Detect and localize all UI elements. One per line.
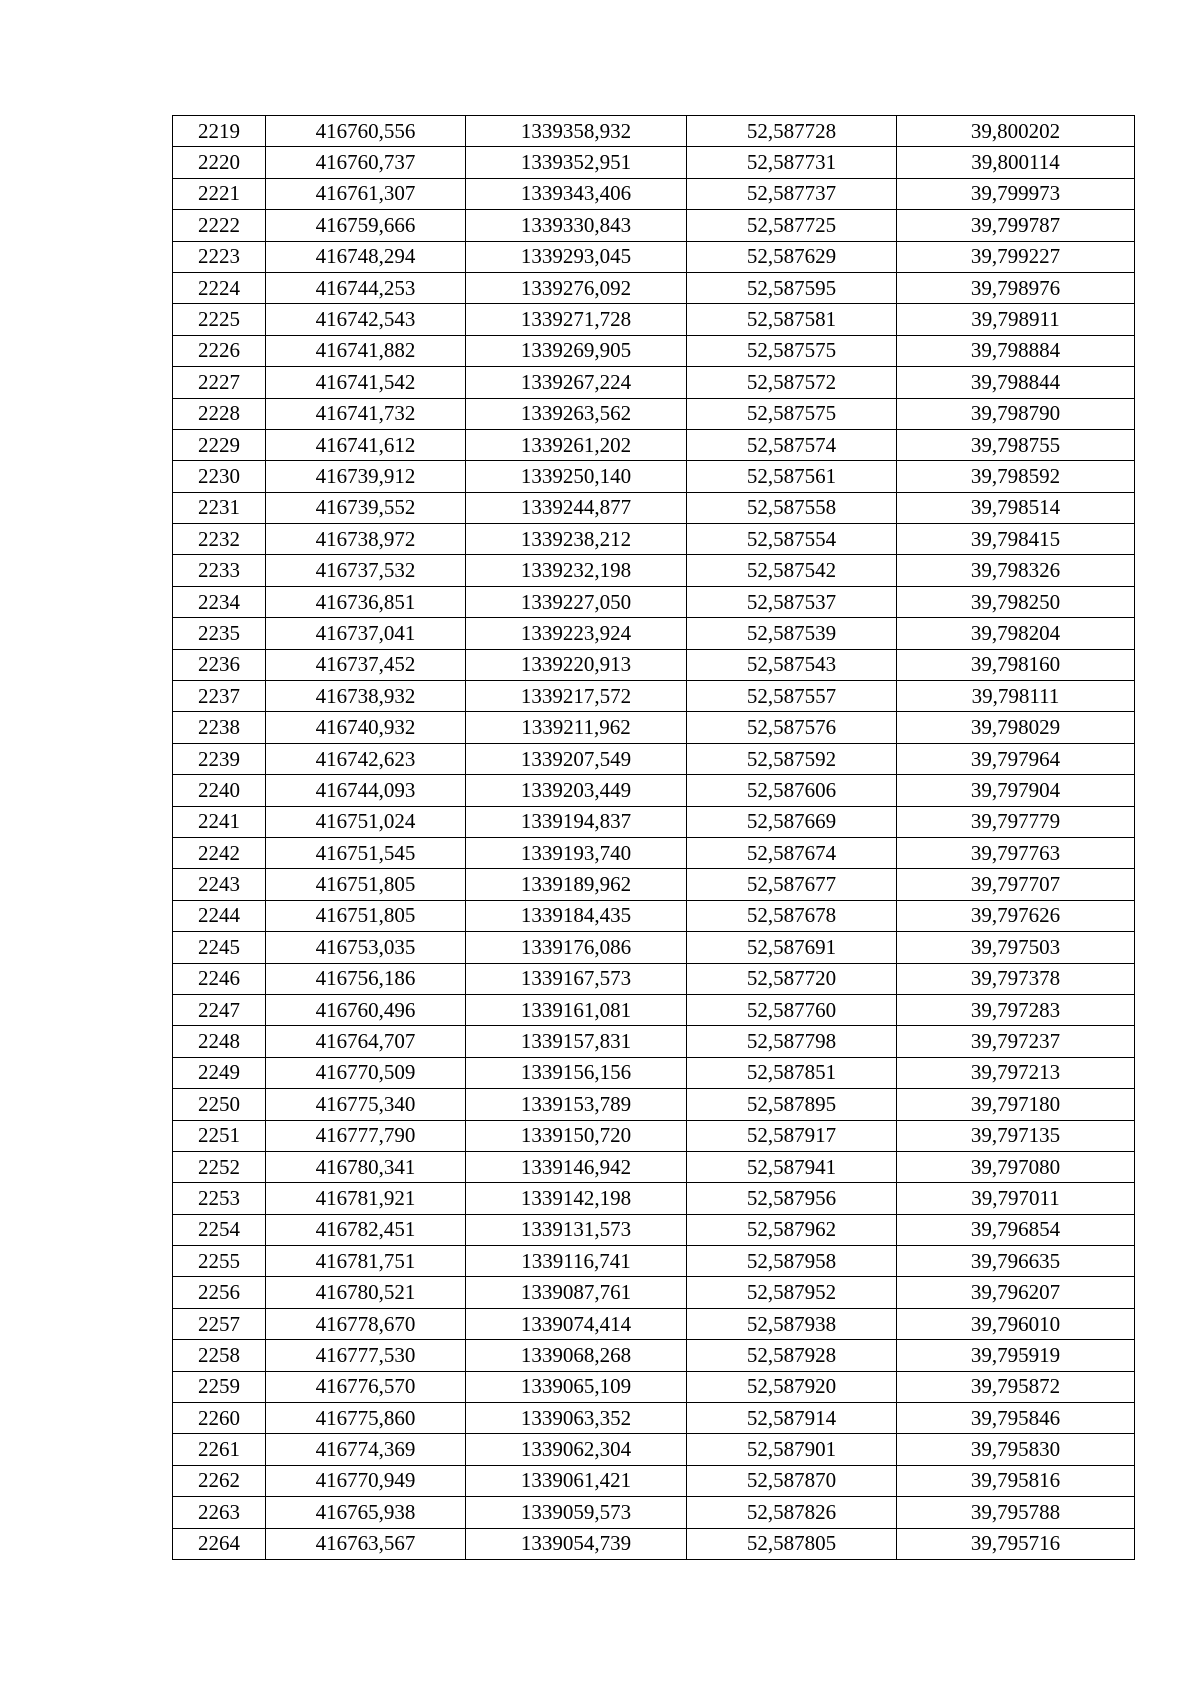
latitude-cell: 52,587917 [687,1120,897,1151]
table-row [173,524,1135,555]
latitude-cell: 52,587581 [687,304,897,335]
latitude-cell: 52,587956 [687,1183,897,1214]
table-row [173,743,1135,774]
point-number-cell: 2244 [173,900,266,931]
table-row [173,1371,1135,1402]
table-row [173,681,1135,712]
longitude-cell: 39,798204 [897,618,1135,649]
longitude-cell: 39,797503 [897,932,1135,963]
table-row [173,869,1135,900]
coord-x-cell: 416774,369 [266,1434,466,1465]
longitude-cell: 39,798592 [897,461,1135,492]
latitude-cell: 52,587539 [687,618,897,649]
longitude-cell: 39,800202 [897,116,1135,147]
coord-x-cell: 416760,496 [266,994,466,1025]
point-number-cell: 2233 [173,555,266,586]
point-number-cell: 2256 [173,1277,266,1308]
latitude-cell: 52,587554 [687,524,897,555]
point-number-cell: 2226 [173,335,266,366]
latitude-cell: 52,587691 [687,932,897,963]
table-row [173,1151,1135,1182]
latitude-cell: 52,587851 [687,1057,897,1088]
longitude-cell: 39,798911 [897,304,1135,335]
point-number-cell: 2259 [173,1371,266,1402]
coord-x-cell: 416781,751 [266,1246,466,1277]
point-number-cell: 2225 [173,304,266,335]
latitude-cell: 52,587798 [687,1026,897,1057]
table-row [173,963,1135,994]
point-number-cell: 2222 [173,210,266,241]
coord-x-cell: 416770,949 [266,1465,466,1496]
coord-x-cell: 416759,666 [266,210,466,241]
latitude-cell: 52,587938 [687,1308,897,1339]
coord-y-cell: 1339293,045 [466,241,687,272]
longitude-cell: 39,797135 [897,1120,1135,1151]
point-number-cell: 2263 [173,1497,266,1528]
latitude-cell: 52,587561 [687,461,897,492]
latitude-cell: 52,587606 [687,775,897,806]
point-number-cell: 2248 [173,1026,266,1057]
longitude-cell: 39,798160 [897,649,1135,680]
longitude-cell: 39,796207 [897,1277,1135,1308]
coord-x-cell: 416737,532 [266,555,466,586]
latitude-cell: 52,587572 [687,367,897,398]
coord-y-cell: 1339261,202 [466,429,687,460]
coord-y-cell: 1339176,086 [466,932,687,963]
table-row [173,147,1135,178]
point-number-cell: 2241 [173,806,266,837]
coord-x-cell: 416736,851 [266,586,466,617]
table-row [173,461,1135,492]
point-number-cell: 2219 [173,116,266,147]
point-number-cell: 2257 [173,1308,266,1339]
table-row [173,1277,1135,1308]
latitude-cell: 52,587870 [687,1465,897,1496]
table-row [173,367,1135,398]
table-row [173,304,1135,335]
coord-y-cell: 1339343,406 [466,178,687,209]
longitude-cell: 39,795846 [897,1403,1135,1434]
point-number-cell: 2236 [173,649,266,680]
latitude-cell: 52,587542 [687,555,897,586]
longitude-cell: 39,796854 [897,1214,1135,1245]
latitude-cell: 52,587826 [687,1497,897,1528]
latitude-cell: 52,587558 [687,492,897,523]
point-number-cell: 2249 [173,1057,266,1088]
latitude-cell: 52,587901 [687,1434,897,1465]
coord-x-cell: 416764,707 [266,1026,466,1057]
table-row [173,837,1135,868]
latitude-cell: 52,587895 [687,1089,897,1120]
latitude-cell: 52,587728 [687,116,897,147]
coord-y-cell: 1339276,092 [466,272,687,303]
longitude-cell: 39,797964 [897,743,1135,774]
longitude-cell: 39,798844 [897,367,1135,398]
point-number-cell: 2258 [173,1340,266,1371]
coord-x-cell: 416738,972 [266,524,466,555]
latitude-cell: 52,587674 [687,837,897,868]
table-row [173,1120,1135,1151]
table-row [173,210,1135,241]
table-row [173,116,1135,147]
longitude-cell: 39,798790 [897,398,1135,429]
point-number-cell: 2262 [173,1465,266,1496]
point-number-cell: 2254 [173,1214,266,1245]
coord-y-cell: 1339189,962 [466,869,687,900]
longitude-cell: 39,798976 [897,272,1135,303]
coordinates-table-body [173,116,1135,1560]
coord-x-cell: 416741,882 [266,335,466,366]
coord-y-cell: 1339269,905 [466,335,687,366]
longitude-cell: 39,799227 [897,241,1135,272]
table-row [173,178,1135,209]
longitude-cell: 39,798326 [897,555,1135,586]
latitude-cell: 52,587805 [687,1528,897,1559]
latitude-cell: 52,587952 [687,1277,897,1308]
point-number-cell: 2227 [173,367,266,398]
latitude-cell: 52,587677 [687,869,897,900]
longitude-cell: 39,797707 [897,869,1135,900]
table-row [173,398,1135,429]
coord-x-cell: 416775,860 [266,1403,466,1434]
coord-x-cell: 416770,509 [266,1057,466,1088]
table-row [173,555,1135,586]
table-row [173,1246,1135,1277]
table-row [173,1528,1135,1559]
longitude-cell: 39,795919 [897,1340,1135,1371]
latitude-cell: 52,587557 [687,681,897,712]
coord-y-cell: 1339061,421 [466,1465,687,1496]
coord-y-cell: 1339193,740 [466,837,687,868]
longitude-cell: 39,798514 [897,492,1135,523]
point-number-cell: 2246 [173,963,266,994]
coord-x-cell: 416751,545 [266,837,466,868]
coord-x-cell: 416744,253 [266,272,466,303]
table-row [173,775,1135,806]
coord-y-cell: 1339194,837 [466,806,687,837]
coord-y-cell: 1339330,843 [466,210,687,241]
point-number-cell: 2223 [173,241,266,272]
longitude-cell: 39,797378 [897,963,1135,994]
longitude-cell: 39,798029 [897,712,1135,743]
table-row [173,1183,1135,1214]
coord-x-cell: 416760,737 [266,147,466,178]
table-row [173,586,1135,617]
coordinates-table [172,115,1135,1560]
coord-y-cell: 1339062,304 [466,1434,687,1465]
point-number-cell: 2252 [173,1151,266,1182]
point-number-cell: 2240 [173,775,266,806]
longitude-cell: 39,797011 [897,1183,1135,1214]
table-row [173,806,1135,837]
longitude-cell: 39,797237 [897,1026,1135,1057]
longitude-cell: 39,799787 [897,210,1135,241]
coord-x-cell: 416751,805 [266,900,466,931]
latitude-cell: 52,587629 [687,241,897,272]
coord-x-cell: 416777,790 [266,1120,466,1151]
coord-y-cell: 1339156,156 [466,1057,687,1088]
coord-y-cell: 1339352,951 [466,147,687,178]
table-row [173,429,1135,460]
point-number-cell: 2260 [173,1403,266,1434]
table-row [173,1057,1135,1088]
longitude-cell: 39,795830 [897,1434,1135,1465]
coord-y-cell: 1339150,720 [466,1120,687,1151]
longitude-cell: 39,800114 [897,147,1135,178]
point-number-cell: 2247 [173,994,266,1025]
point-number-cell: 2251 [173,1120,266,1151]
coord-x-cell: 416739,552 [266,492,466,523]
latitude-cell: 52,587731 [687,147,897,178]
point-number-cell: 2238 [173,712,266,743]
coord-y-cell: 1339068,268 [466,1340,687,1371]
longitude-cell: 39,795872 [897,1371,1135,1402]
coord-y-cell: 1339217,572 [466,681,687,712]
coord-y-cell: 1339074,414 [466,1308,687,1339]
coord-x-cell: 416760,556 [266,116,466,147]
longitude-cell: 39,798755 [897,429,1135,460]
coord-x-cell: 416751,805 [266,869,466,900]
point-number-cell: 2220 [173,147,266,178]
point-number-cell: 2255 [173,1246,266,1277]
point-number-cell: 2234 [173,586,266,617]
coord-x-cell: 416742,623 [266,743,466,774]
point-number-cell: 2261 [173,1434,266,1465]
point-number-cell: 2232 [173,524,266,555]
point-number-cell: 2231 [173,492,266,523]
latitude-cell: 52,587595 [687,272,897,303]
coord-x-cell: 416737,452 [266,649,466,680]
point-number-cell: 2245 [173,932,266,963]
coord-x-cell: 416740,932 [266,712,466,743]
coord-x-cell: 416737,041 [266,618,466,649]
latitude-cell: 52,587928 [687,1340,897,1371]
coord-x-cell: 416780,341 [266,1151,466,1182]
latitude-cell: 52,587575 [687,398,897,429]
longitude-cell: 39,795788 [897,1497,1135,1528]
coord-y-cell: 1339267,224 [466,367,687,398]
table-row [173,1026,1135,1057]
longitude-cell: 39,795816 [897,1465,1135,1496]
coord-y-cell: 1339263,562 [466,398,687,429]
latitude-cell: 52,587574 [687,429,897,460]
coord-x-cell: 416777,530 [266,1340,466,1371]
coord-x-cell: 416744,093 [266,775,466,806]
coord-y-cell: 1339211,962 [466,712,687,743]
coord-y-cell: 1339157,831 [466,1026,687,1057]
table-row [173,618,1135,649]
coord-y-cell: 1339116,741 [466,1246,687,1277]
longitude-cell: 39,797283 [897,994,1135,1025]
coord-x-cell: 416780,521 [266,1277,466,1308]
coord-x-cell: 416756,186 [266,963,466,994]
longitude-cell: 39,797779 [897,806,1135,837]
coord-y-cell: 1339063,352 [466,1403,687,1434]
latitude-cell: 52,587543 [687,649,897,680]
table-row [173,994,1135,1025]
coord-x-cell: 416753,035 [266,932,466,963]
coord-y-cell: 1339227,050 [466,586,687,617]
coord-x-cell: 416742,543 [266,304,466,335]
latitude-cell: 52,587678 [687,900,897,931]
point-number-cell: 2230 [173,461,266,492]
latitude-cell: 52,587725 [687,210,897,241]
coord-y-cell: 1339232,198 [466,555,687,586]
point-number-cell: 2250 [173,1089,266,1120]
coord-x-cell: 416748,294 [266,241,466,272]
longitude-cell: 39,797763 [897,837,1135,868]
latitude-cell: 52,587720 [687,963,897,994]
table-row [173,1434,1135,1465]
coord-y-cell: 1339146,942 [466,1151,687,1182]
coord-y-cell: 1339271,728 [466,304,687,335]
coord-x-cell: 416741,732 [266,398,466,429]
coord-x-cell: 416775,340 [266,1089,466,1120]
point-number-cell: 2228 [173,398,266,429]
table-row [173,1308,1135,1339]
coord-x-cell: 416781,921 [266,1183,466,1214]
table-row [173,712,1135,743]
coord-x-cell: 416782,451 [266,1214,466,1245]
coord-x-cell: 416738,932 [266,681,466,712]
longitude-cell: 39,797213 [897,1057,1135,1088]
point-number-cell: 2242 [173,837,266,868]
longitude-cell: 39,798111 [897,681,1135,712]
table-row [173,1089,1135,1120]
coord-y-cell: 1339087,761 [466,1277,687,1308]
coord-y-cell: 1339131,573 [466,1214,687,1245]
latitude-cell: 52,587958 [687,1246,897,1277]
coord-y-cell: 1339059,573 [466,1497,687,1528]
table-row [173,1340,1135,1371]
longitude-cell: 39,797180 [897,1089,1135,1120]
coord-y-cell: 1339167,573 [466,963,687,994]
latitude-cell: 52,587592 [687,743,897,774]
coord-y-cell: 1339153,789 [466,1089,687,1120]
latitude-cell: 52,587669 [687,806,897,837]
longitude-cell: 39,796635 [897,1246,1135,1277]
latitude-cell: 52,587914 [687,1403,897,1434]
latitude-cell: 52,587941 [687,1151,897,1182]
latitude-cell: 52,587575 [687,335,897,366]
coord-y-cell: 1339358,932 [466,116,687,147]
coord-x-cell: 416763,567 [266,1528,466,1559]
point-number-cell: 2229 [173,429,266,460]
table-row [173,272,1135,303]
point-number-cell: 2243 [173,869,266,900]
point-number-cell: 2239 [173,743,266,774]
coord-y-cell: 1339238,212 [466,524,687,555]
table-row [173,1465,1135,1496]
coord-y-cell: 1339142,198 [466,1183,687,1214]
latitude-cell: 52,587962 [687,1214,897,1245]
table-row [173,492,1135,523]
latitude-cell: 52,587760 [687,994,897,1025]
point-number-cell: 2264 [173,1528,266,1559]
table-row [173,241,1135,272]
longitude-cell: 39,796010 [897,1308,1135,1339]
longitude-cell: 39,798884 [897,335,1135,366]
table-row [173,932,1135,963]
point-number-cell: 2224 [173,272,266,303]
coord-y-cell: 1339054,739 [466,1528,687,1559]
latitude-cell: 52,587920 [687,1371,897,1402]
coord-y-cell: 1339065,109 [466,1371,687,1402]
longitude-cell: 39,799973 [897,178,1135,209]
table-row [173,335,1135,366]
coord-x-cell: 416761,307 [266,178,466,209]
coord-y-cell: 1339203,449 [466,775,687,806]
coord-y-cell: 1339244,877 [466,492,687,523]
point-number-cell: 2235 [173,618,266,649]
point-number-cell: 2221 [173,178,266,209]
longitude-cell: 39,797080 [897,1151,1135,1182]
coord-y-cell: 1339184,435 [466,900,687,931]
longitude-cell: 39,795716 [897,1528,1135,1559]
table-row [173,1214,1135,1245]
point-number-cell: 2237 [173,681,266,712]
latitude-cell: 52,587737 [687,178,897,209]
coord-y-cell: 1339250,140 [466,461,687,492]
table-row [173,649,1135,680]
coord-x-cell: 416776,570 [266,1371,466,1402]
longitude-cell: 39,797626 [897,900,1135,931]
coord-x-cell: 416751,024 [266,806,466,837]
longitude-cell: 39,798250 [897,586,1135,617]
point-number-cell: 2253 [173,1183,266,1214]
coord-y-cell: 1339223,924 [466,618,687,649]
coord-x-cell: 416765,938 [266,1497,466,1528]
longitude-cell: 39,798415 [897,524,1135,555]
table-row [173,900,1135,931]
longitude-cell: 39,797904 [897,775,1135,806]
coord-x-cell: 416741,612 [266,429,466,460]
coord-y-cell: 1339220,913 [466,649,687,680]
coord-x-cell: 416739,912 [266,461,466,492]
table-row [173,1403,1135,1434]
latitude-cell: 52,587537 [687,586,897,617]
coord-x-cell: 416778,670 [266,1308,466,1339]
table-row [173,1497,1135,1528]
coord-y-cell: 1339207,549 [466,743,687,774]
latitude-cell: 52,587576 [687,712,897,743]
coord-x-cell: 416741,542 [266,367,466,398]
coord-y-cell: 1339161,081 [466,994,687,1025]
